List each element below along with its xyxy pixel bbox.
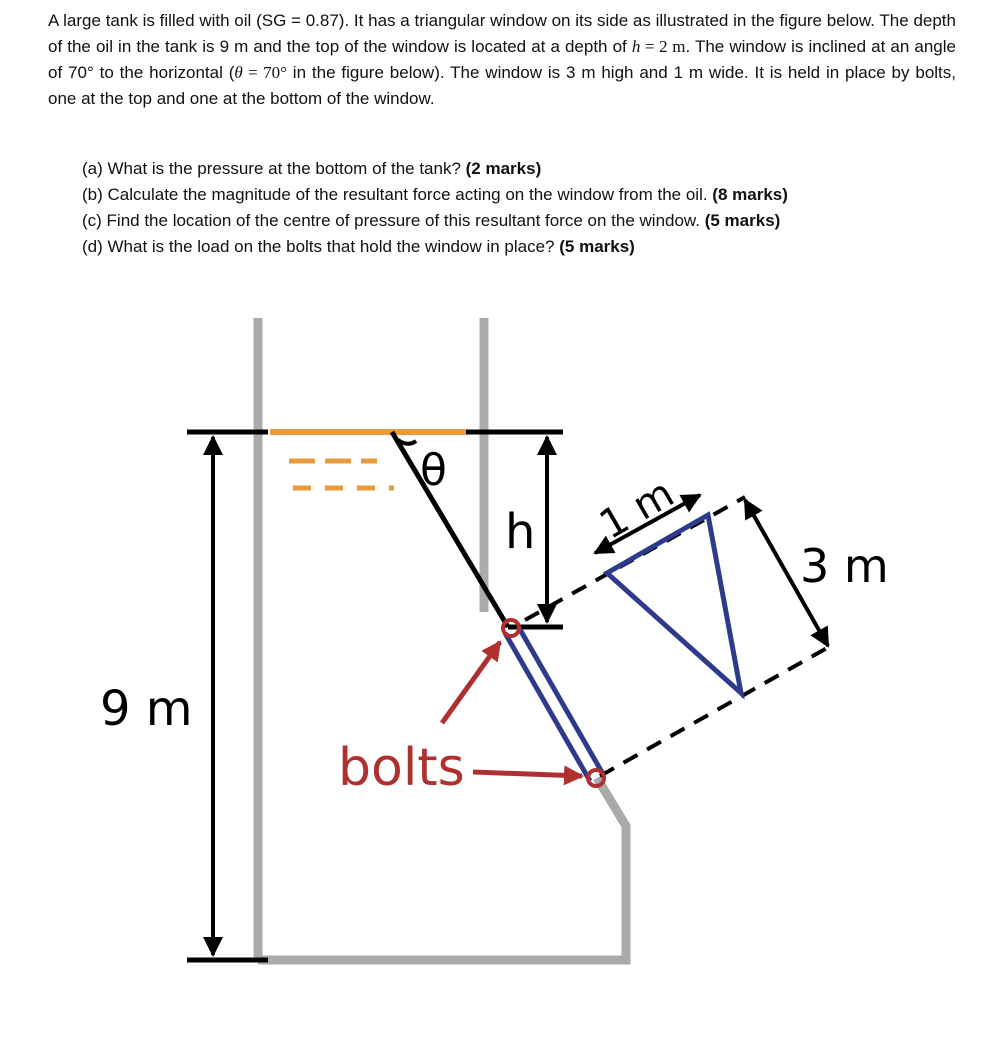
height-dimension	[745, 500, 889, 646]
width-label: 1 m	[592, 470, 682, 549]
tank-walls	[258, 318, 626, 960]
angle-indicator	[392, 432, 508, 627]
projection-bottom	[600, 644, 834, 776]
angle-line	[392, 432, 508, 627]
window-edge-line	[505, 633, 590, 781]
window-edge	[505, 626, 603, 781]
bolts-label: bolts	[338, 738, 465, 798]
height-label: 3 m	[800, 539, 889, 593]
h-value: = 2 m	[640, 37, 686, 56]
intro-text-1: A large tank is filled with oil (SG = 0.87). It has a triangular window on its side as illustrated in the figure below. The depth of the oil in the tank is 9 m and the top of the window is located at a depth of	[48, 11, 956, 56]
question-b-text: (b) Calculate the magnitude of the resultant force acting on the window from the oil.	[82, 185, 713, 204]
angle-arc	[398, 440, 416, 444]
theta-symbol: θ	[234, 63, 243, 82]
question-d-marks: (5 marks)	[559, 237, 635, 256]
question-c-marks: (5 marks)	[704, 211, 781, 230]
bolt-arrow-bottom	[473, 772, 582, 776]
question-a-text: (a) What is the pressure at the bottom of the tank?	[82, 159, 466, 178]
intro-text-2: . The window is inclined at an angle of 70° to the horizontal (	[48, 37, 956, 82]
question-c-text: (c) Find the location of the centre of pressure of this resultant force on the window.	[82, 211, 705, 230]
intro-text-3: in the figure below). The window is 3 m high and 1 m wide. It is held in place by bolts, one at the top and one at the bottom of the window.	[48, 63, 956, 108]
theta-value: = 70°	[242, 63, 287, 82]
question-a-marks: (2 marks)	[465, 159, 542, 178]
window-triangle	[607, 515, 741, 693]
bolt-arrow-top	[442, 642, 500, 723]
tank-right-wall-lower	[258, 778, 626, 960]
question-d-text: (d) What is the load on the bolts that hold the window in place?	[82, 237, 560, 256]
h-label: h	[505, 504, 536, 560]
window-edge-line	[518, 626, 603, 774]
depth-label: 9 m	[100, 681, 193, 737]
depth-dimension	[100, 432, 268, 960]
width-dimension	[592, 470, 700, 553]
h-symbol: h	[631, 37, 641, 56]
theta-label: θ	[420, 445, 447, 496]
question-b-marks: (8 marks)	[712, 185, 788, 204]
